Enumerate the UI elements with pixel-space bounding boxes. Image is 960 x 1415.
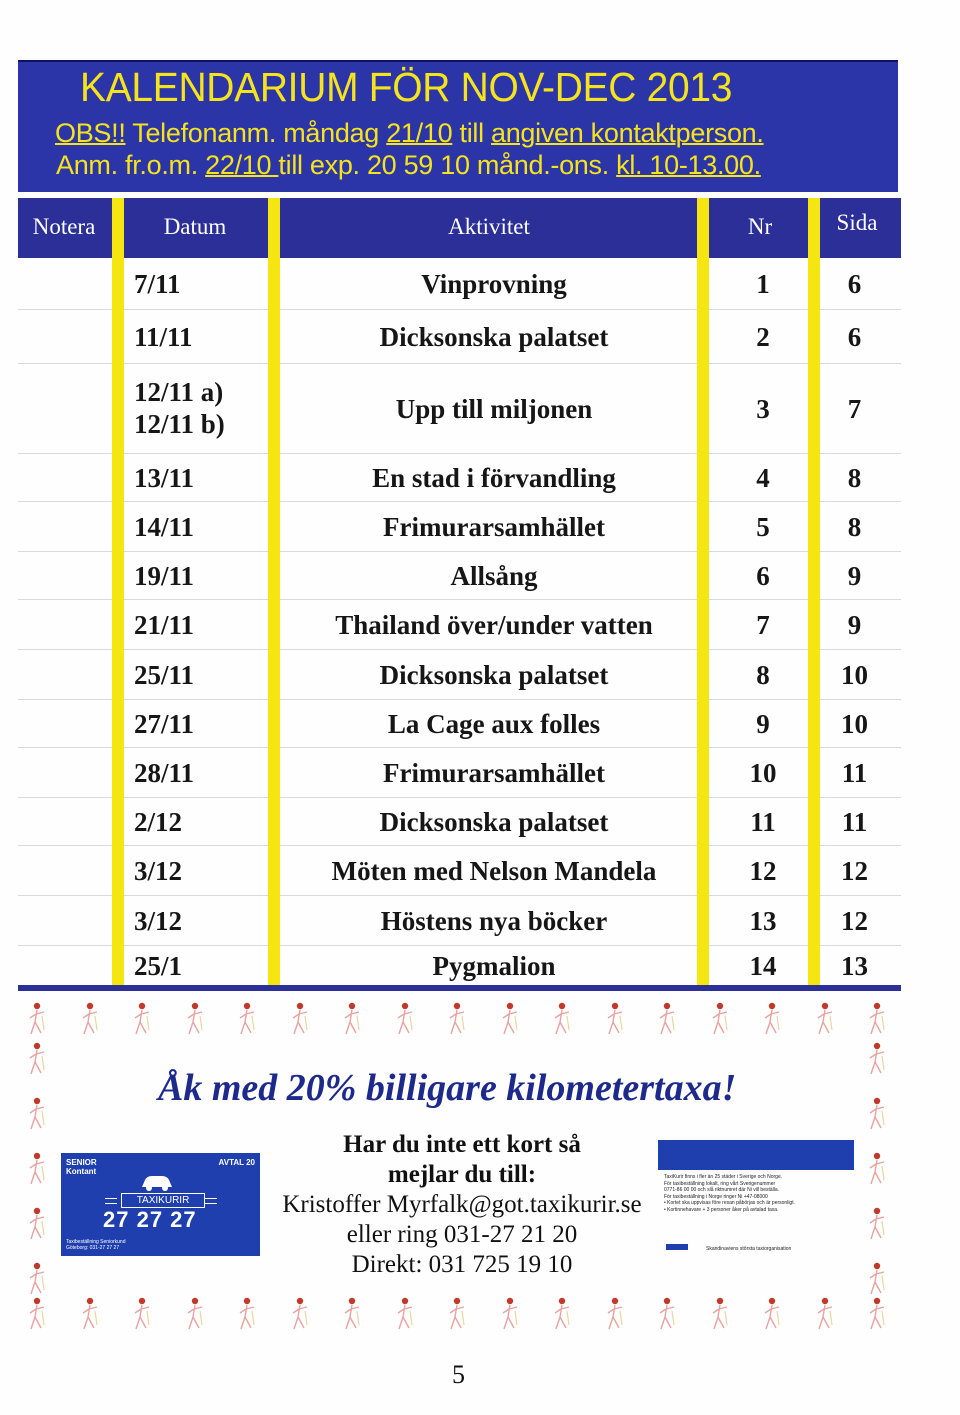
cell-aktivitet: Möten med Nelson Mandela: [331, 856, 657, 886]
dancing-figure-icon: [75, 1000, 105, 1040]
table-row: [18, 502, 901, 552]
dancing-figure-icon: [232, 1000, 262, 1040]
dancing-figure-icon: [127, 1295, 157, 1335]
cell-nr: 12: [749, 856, 777, 886]
cell-sida: 6: [847, 322, 862, 352]
cell-nr: 7: [756, 610, 770, 640]
dancing-figure-icon: [127, 1000, 157, 1040]
dancing-figure-icon: [22, 1260, 52, 1300]
dancing-figure-icon: [862, 1040, 892, 1080]
table-bottom-rule: [18, 985, 901, 991]
cell-datum-b: 12/11 b): [134, 409, 225, 439]
cell-datum: 7/11: [134, 269, 181, 299]
cell-sida: 12: [841, 906, 868, 936]
cell-aktivitet: Thailand över/under vatten: [335, 610, 653, 640]
ad-contact-text: [272, 1130, 652, 1280]
cell-nr: 8: [756, 660, 770, 690]
dancing-figure-icon: [285, 1000, 315, 1040]
header-sida: Sida: [836, 210, 878, 235]
card-small-print: [66, 1239, 125, 1251]
card-kontant: Kontant: [66, 1167, 97, 1176]
cell-datum: [134, 376, 225, 440]
info-line: 0771-86 00 00 och slå riktnumret där Ni vill beställa.: [664, 1187, 780, 1193]
cell-nr: 5: [756, 512, 770, 542]
dancing-figure-icon: [705, 1000, 735, 1040]
dancing-figure-icon: [180, 1295, 210, 1335]
table-header: [18, 198, 901, 258]
dancing-figure-icon: [810, 1295, 840, 1335]
notice-text: Anm. fr.o.m.: [56, 150, 206, 180]
card-brand: TAXIKURIR: [121, 1193, 205, 1208]
notice-date: 21/10: [386, 118, 453, 148]
dancing-figure-icon: [705, 1295, 735, 1335]
cell-datum: 2/12: [134, 807, 183, 837]
dancing-figure-icon: [442, 1295, 472, 1335]
dancing-figure-icon: [390, 1000, 420, 1040]
dancing-figure-icon: [337, 1000, 367, 1040]
column-divider: [808, 198, 820, 985]
dancing-figure-icon: [600, 1295, 630, 1335]
dancing-figure-icon: [757, 1295, 787, 1335]
decorative-border-bottom: [22, 1295, 892, 1335]
calendar-table: [18, 198, 901, 993]
info-line: För taxibeställning lokalt, ring vårt Sverigenummer: [664, 1180, 776, 1187]
dancing-figure-icon: [810, 1000, 840, 1040]
cell-datum: 27/11: [134, 709, 195, 739]
cell-sida: 12: [841, 856, 868, 886]
table-row: [18, 364, 901, 454]
table-row: [18, 600, 901, 650]
dancing-figure-icon: [337, 1295, 367, 1335]
notice-hours: kl. 10-13.00.: [616, 150, 761, 180]
dancing-figure-icon: [22, 1205, 52, 1245]
cell-aktivitet: Dicksonska palatset: [379, 660, 609, 690]
card-number: 27 27 27: [103, 1207, 197, 1232]
dancing-figure-icon: [600, 1000, 630, 1040]
dancing-figure-icon: [757, 1000, 787, 1040]
cell-sida: 11: [841, 758, 868, 788]
dancing-figure-icon: [862, 1095, 892, 1135]
card-label: [66, 1158, 97, 1176]
card-senior: SENIOR: [66, 1158, 97, 1167]
column-divider: [268, 198, 280, 985]
table-row: [18, 946, 901, 986]
dancing-figure-icon: [862, 1150, 892, 1190]
cell-sida: 13: [841, 951, 868, 981]
cell-datum-a: 12/11 a): [134, 377, 224, 407]
cell-aktivitet: Allsång: [450, 561, 538, 591]
dancing-figure-icon: [22, 1150, 52, 1190]
cell-aktivitet: Frimurarsamhället: [383, 758, 605, 788]
notice-date: 22/10: [205, 150, 279, 180]
notice-text: till: [452, 118, 491, 148]
cell-datum: 19/11: [134, 561, 195, 591]
dancing-figure-icon: [75, 1295, 105, 1335]
info-line: För taxibeställning i Norge ringer Ni +47-08000: [664, 1193, 768, 1200]
header-datum: Datum: [163, 214, 227, 239]
notice-line-2: [56, 150, 761, 181]
table-row: [18, 846, 901, 896]
cell-sida: 10: [841, 709, 868, 739]
cell-sida: 7: [847, 394, 862, 424]
cell-aktivitet: En stad i förvandling: [372, 463, 616, 493]
ad-line: mejlar du till:: [387, 1161, 537, 1188]
table-row: [18, 748, 901, 798]
brand-stripes: [105, 1198, 117, 1204]
cell-nr: 1: [756, 269, 770, 299]
card-small-line: Taxibeställning Seniorkund: [66, 1239, 126, 1245]
dancing-figure-icon: [180, 1000, 210, 1040]
table-row: [18, 896, 901, 946]
card-small-line: Göteborg: 031-27 27 27: [66, 1245, 120, 1251]
table-row: [18, 454, 901, 502]
cell-nr: 2: [756, 322, 770, 352]
info-line: TaxiKurir finns i fler än 25 städer i Sverige och Norge.: [664, 1174, 783, 1180]
header-nr: Nr: [747, 214, 773, 239]
page-title: KALENDARIUM FÖR NOV-DEC 2013: [80, 64, 733, 110]
dancing-figure-icon: [390, 1295, 420, 1335]
cell-nr: 13: [749, 906, 777, 936]
cell-nr: 11: [750, 807, 776, 837]
dancing-figure-icon: [232, 1295, 262, 1335]
table-row: [18, 552, 901, 600]
cell-sida: 10: [841, 660, 868, 690]
dancing-figure-icon: [547, 1295, 577, 1335]
cell-datum: 28/11: [134, 758, 195, 788]
table-row: [18, 650, 901, 700]
cell-aktivitet: Pygmalion: [432, 951, 556, 981]
cell-datum: 3/12: [134, 906, 183, 936]
cell-nr: 6: [756, 561, 770, 591]
cell-datum: 13/11: [134, 463, 195, 493]
dancing-figure-icon: [22, 1000, 52, 1040]
table-row: [18, 258, 901, 310]
cell-aktivitet: Vinprovning: [421, 269, 567, 299]
obs-label: OBS!!: [55, 118, 126, 148]
senior-kontant-card: [61, 1153, 260, 1256]
ad-direct-phone: Direkt: 031 725 19 10: [351, 1251, 573, 1278]
info-footer: Skandinaviens största taxiorganisation: [706, 1246, 792, 1252]
cell-nr: 3: [756, 394, 770, 424]
table-row: [18, 700, 901, 748]
taxi-car-icon: [139, 1173, 175, 1191]
cell-nr: 14: [749, 951, 777, 981]
cell-datum: 21/11: [134, 610, 195, 640]
dancing-figure-icon: [862, 1000, 892, 1040]
header-aktivitet: Aktivitet: [448, 214, 530, 239]
dancing-figure-icon: [285, 1295, 315, 1335]
cell-datum: 14/11: [134, 512, 195, 542]
table-row: [18, 798, 901, 846]
cell-sida: 6: [847, 269, 862, 299]
brand-stripes: [205, 1198, 217, 1204]
dancing-figure-icon: [547, 1000, 577, 1040]
dancing-figure-icon: [652, 1000, 682, 1040]
ad-headline: Åk med 20% billigare kilometertaxa!: [158, 1067, 737, 1109]
decorative-border-left: [22, 1040, 52, 1300]
cell-sida: 9: [847, 561, 862, 591]
cell-aktivitet: Frimurarsamhället: [383, 512, 605, 542]
table-row: [18, 310, 901, 364]
notice-text: Telefonanm. måndag: [125, 118, 387, 148]
ad-line: Har du inte ett kort så: [343, 1131, 581, 1158]
info-color-bar: [658, 1140, 854, 1170]
cell-aktivitet: Höstens nya böcker: [380, 906, 608, 936]
column-divider: [112, 198, 124, 985]
dancing-figure-icon: [495, 1295, 525, 1335]
dancing-figure-icon: [22, 1295, 52, 1335]
cell-nr: 4: [756, 463, 770, 493]
cell-datum: 3/12: [134, 856, 183, 886]
dancing-figure-icon: [862, 1260, 892, 1300]
info-logo-mark: [666, 1244, 688, 1250]
header-banner: [18, 60, 898, 192]
page-number: 5: [452, 1360, 465, 1389]
ad-phone: eller ring 031-27 21 20: [346, 1221, 578, 1248]
cell-sida: 8: [847, 512, 862, 542]
cell-aktivitet: La Cage aux folles: [387, 709, 601, 739]
notice-contact: angiven kontaktperson.: [491, 118, 764, 148]
cell-sida: 8: [847, 463, 862, 493]
dancing-figure-icon: [862, 1205, 892, 1245]
cell-aktivitet: Dicksonska palatset: [379, 807, 609, 837]
info-line: • Kortinnehavare + 3 personer åker på avtalad taxa.: [664, 1206, 779, 1213]
dancing-figure-icon: [495, 1000, 525, 1040]
notice-line-1: [55, 118, 764, 149]
info-box: [664, 1174, 854, 1213]
dancing-figure-icon: [22, 1095, 52, 1135]
decorative-border-right: [862, 1040, 892, 1300]
cell-aktivitet: Dicksonska palatset: [379, 322, 609, 352]
card-avtal: AVTAL 20: [218, 1158, 255, 1167]
decorative-border-top: [22, 1000, 892, 1040]
dancing-figure-icon: [442, 1000, 472, 1040]
info-line: • Kortet ska uppvisas före resan påbörjas och är personligt.: [664, 1200, 795, 1206]
dancing-figure-icon: [652, 1295, 682, 1335]
cell-nr: 9: [756, 709, 770, 739]
dancing-figure-icon: [862, 1295, 892, 1335]
header-notera: Notera: [32, 214, 96, 239]
cell-datum: 25/1: [134, 951, 183, 981]
cell-nr: 10: [749, 758, 777, 788]
cell-datum: 11/11: [134, 322, 193, 352]
column-divider: [697, 198, 709, 985]
cell-sida: 9: [847, 610, 862, 640]
ad-email: Kristoffer Myrfalk@got.taxikurir.se: [282, 1191, 642, 1218]
cell-aktivitet: Upp till miljonen: [395, 394, 593, 424]
cell-datum: 25/11: [134, 660, 195, 690]
dancing-figure-icon: [22, 1040, 52, 1080]
cell-sida: 11: [841, 807, 868, 837]
notice-text: till exp. 20 59 10 månd.-ons.: [278, 150, 617, 180]
